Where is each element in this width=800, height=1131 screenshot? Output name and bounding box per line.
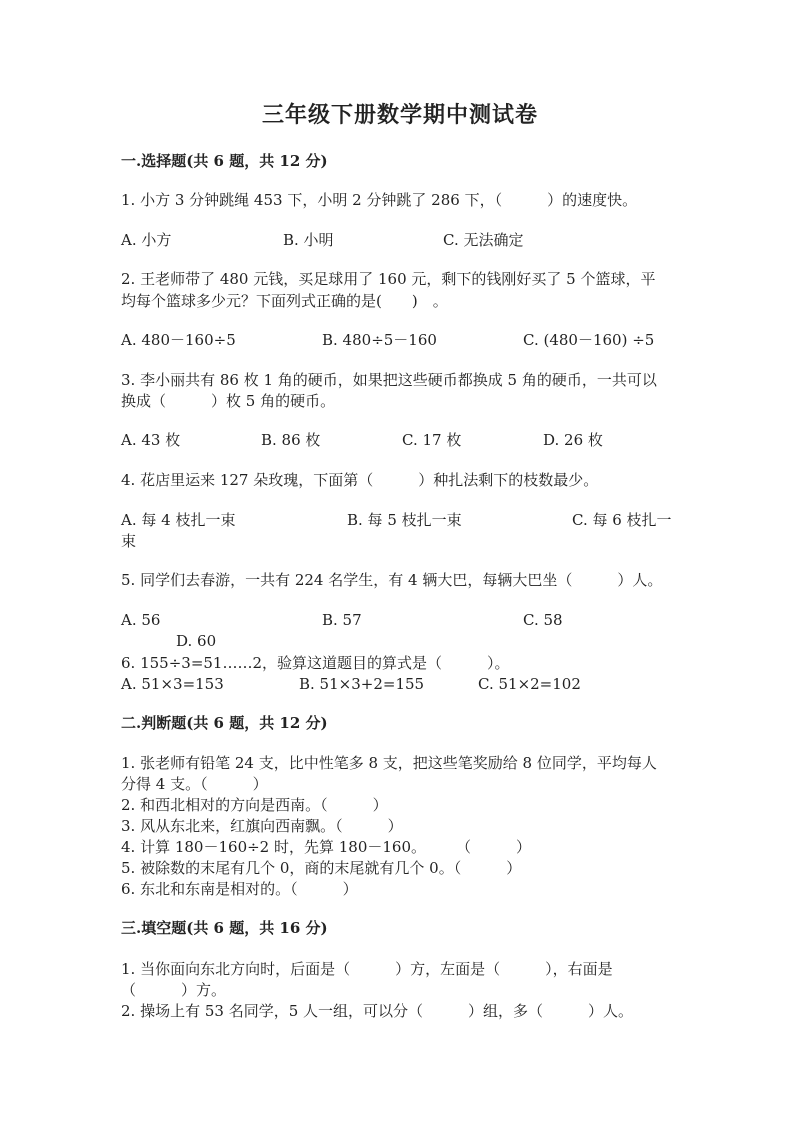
question-3-line1: 3. 李小丽共有 86 枚 1 角的硬币，如果把这些硬币都换成 5 角的硬币，一共可以 [121, 371, 657, 389]
judge-question-2: 2. 和西北相对的方向是西南。（ ） [121, 796, 388, 814]
option-c: C. (480－160) ÷5 [523, 331, 655, 349]
option-c: C. 51×2=102 [478, 675, 581, 693]
option-a: A. 43 枚 [121, 431, 181, 449]
option-a: A. 480－160÷5 [121, 331, 236, 349]
option-c-wrap: 束 [121, 532, 137, 550]
judge-question-1-line1: 1. 张老师有铅笔 24 支，比中性笔多 8 支，把这些笔奖励给 8 位同学，平均每人 [121, 754, 657, 772]
option-c: C. 无法确定 [443, 231, 524, 249]
fill-question-1-line1: 1. 当你面向东北方向时，后面是（ ）方，左面是（ ），右面是 [121, 960, 613, 978]
option-a: A. 每 4 枝扎一束 [121, 511, 236, 529]
option-b: B. 小明 [283, 231, 334, 249]
option-c: C. 17 枚 [402, 431, 462, 449]
question-3-line2: 换成（ ）枚 5 角的硬币。 [121, 392, 336, 410]
judge-question-3: 3. 风从东北来，红旗向西南飘。（ ） [121, 817, 403, 835]
question-2-line1: 2. 王老师带了 480 元钱，买足球用了 160 元，剩下的钱刚好买了 5 个篮球，平 [121, 270, 656, 288]
page-title: 三年级下册数学期中测试卷 [261, 102, 538, 128]
section-heading-judge: 二.判断题(共 6 题，共 12 分) [121, 714, 328, 732]
judge-question-6: 6. 东北和东南是相对的。（ ） [121, 880, 358, 898]
section-heading-fill: 三.填空题(共 6 题，共 16 分) [121, 919, 328, 937]
option-b: B. 每 5 枝扎一束 [347, 511, 462, 529]
option-c: C. 每 6 枝扎一 [572, 511, 672, 529]
question-4: 4. 花店里运来 127 朵玫瑰，下面第（ ）种扎法剩下的枝数最少。 [121, 471, 599, 489]
judge-question-4: 4. 计算 180－160÷2 时，先算 180－160。 （ ） [121, 838, 532, 856]
section-heading-choice: 一.选择题(共 6 题，共 12 分) [121, 152, 328, 170]
question-5: 5. 同学们去春游，一共有 224 名学生，有 4 辆大巴，每辆大巴坐（ ）人。 [121, 571, 663, 589]
option-b: B. 86 枚 [261, 431, 321, 449]
question-2-line2: 均每个篮球多少元？下面列式正确的是( ) 。 [121, 292, 448, 310]
option-a: A. 56 [121, 611, 161, 629]
option-d: D. 26 枚 [543, 431, 603, 449]
option-d: D. 60 [176, 632, 217, 650]
question-1: 1. 小方 3 分钟跳绳 453 下，小明 2 分钟跳了 286 下，（ ）的速度快。 [121, 191, 638, 209]
option-a: A. 小方 [121, 231, 172, 249]
fill-question-1-line2: （ ）方。 [121, 981, 227, 999]
option-c: C. 58 [523, 611, 563, 629]
judge-question-1-line2: 分得 4 支。（ ） [121, 775, 268, 793]
question-6: 6. 155÷3=51……2，验算这道题目的算式是（ ）。 [121, 654, 510, 672]
fill-question-2: 2. 操场上有 53 名同学，5 人一组，可以分（ ）组，多（ ）人。 [121, 1002, 634, 1020]
judge-question-5: 5. 被除数的末尾有几个 0，商的末尾就有几个 0。（ ） [121, 859, 522, 877]
option-b: B. 57 [322, 611, 362, 629]
option-b: B. 51×3+2=155 [299, 675, 425, 693]
option-a: A. 51×3=153 [121, 675, 224, 693]
option-b: B. 480÷5－160 [322, 331, 437, 349]
